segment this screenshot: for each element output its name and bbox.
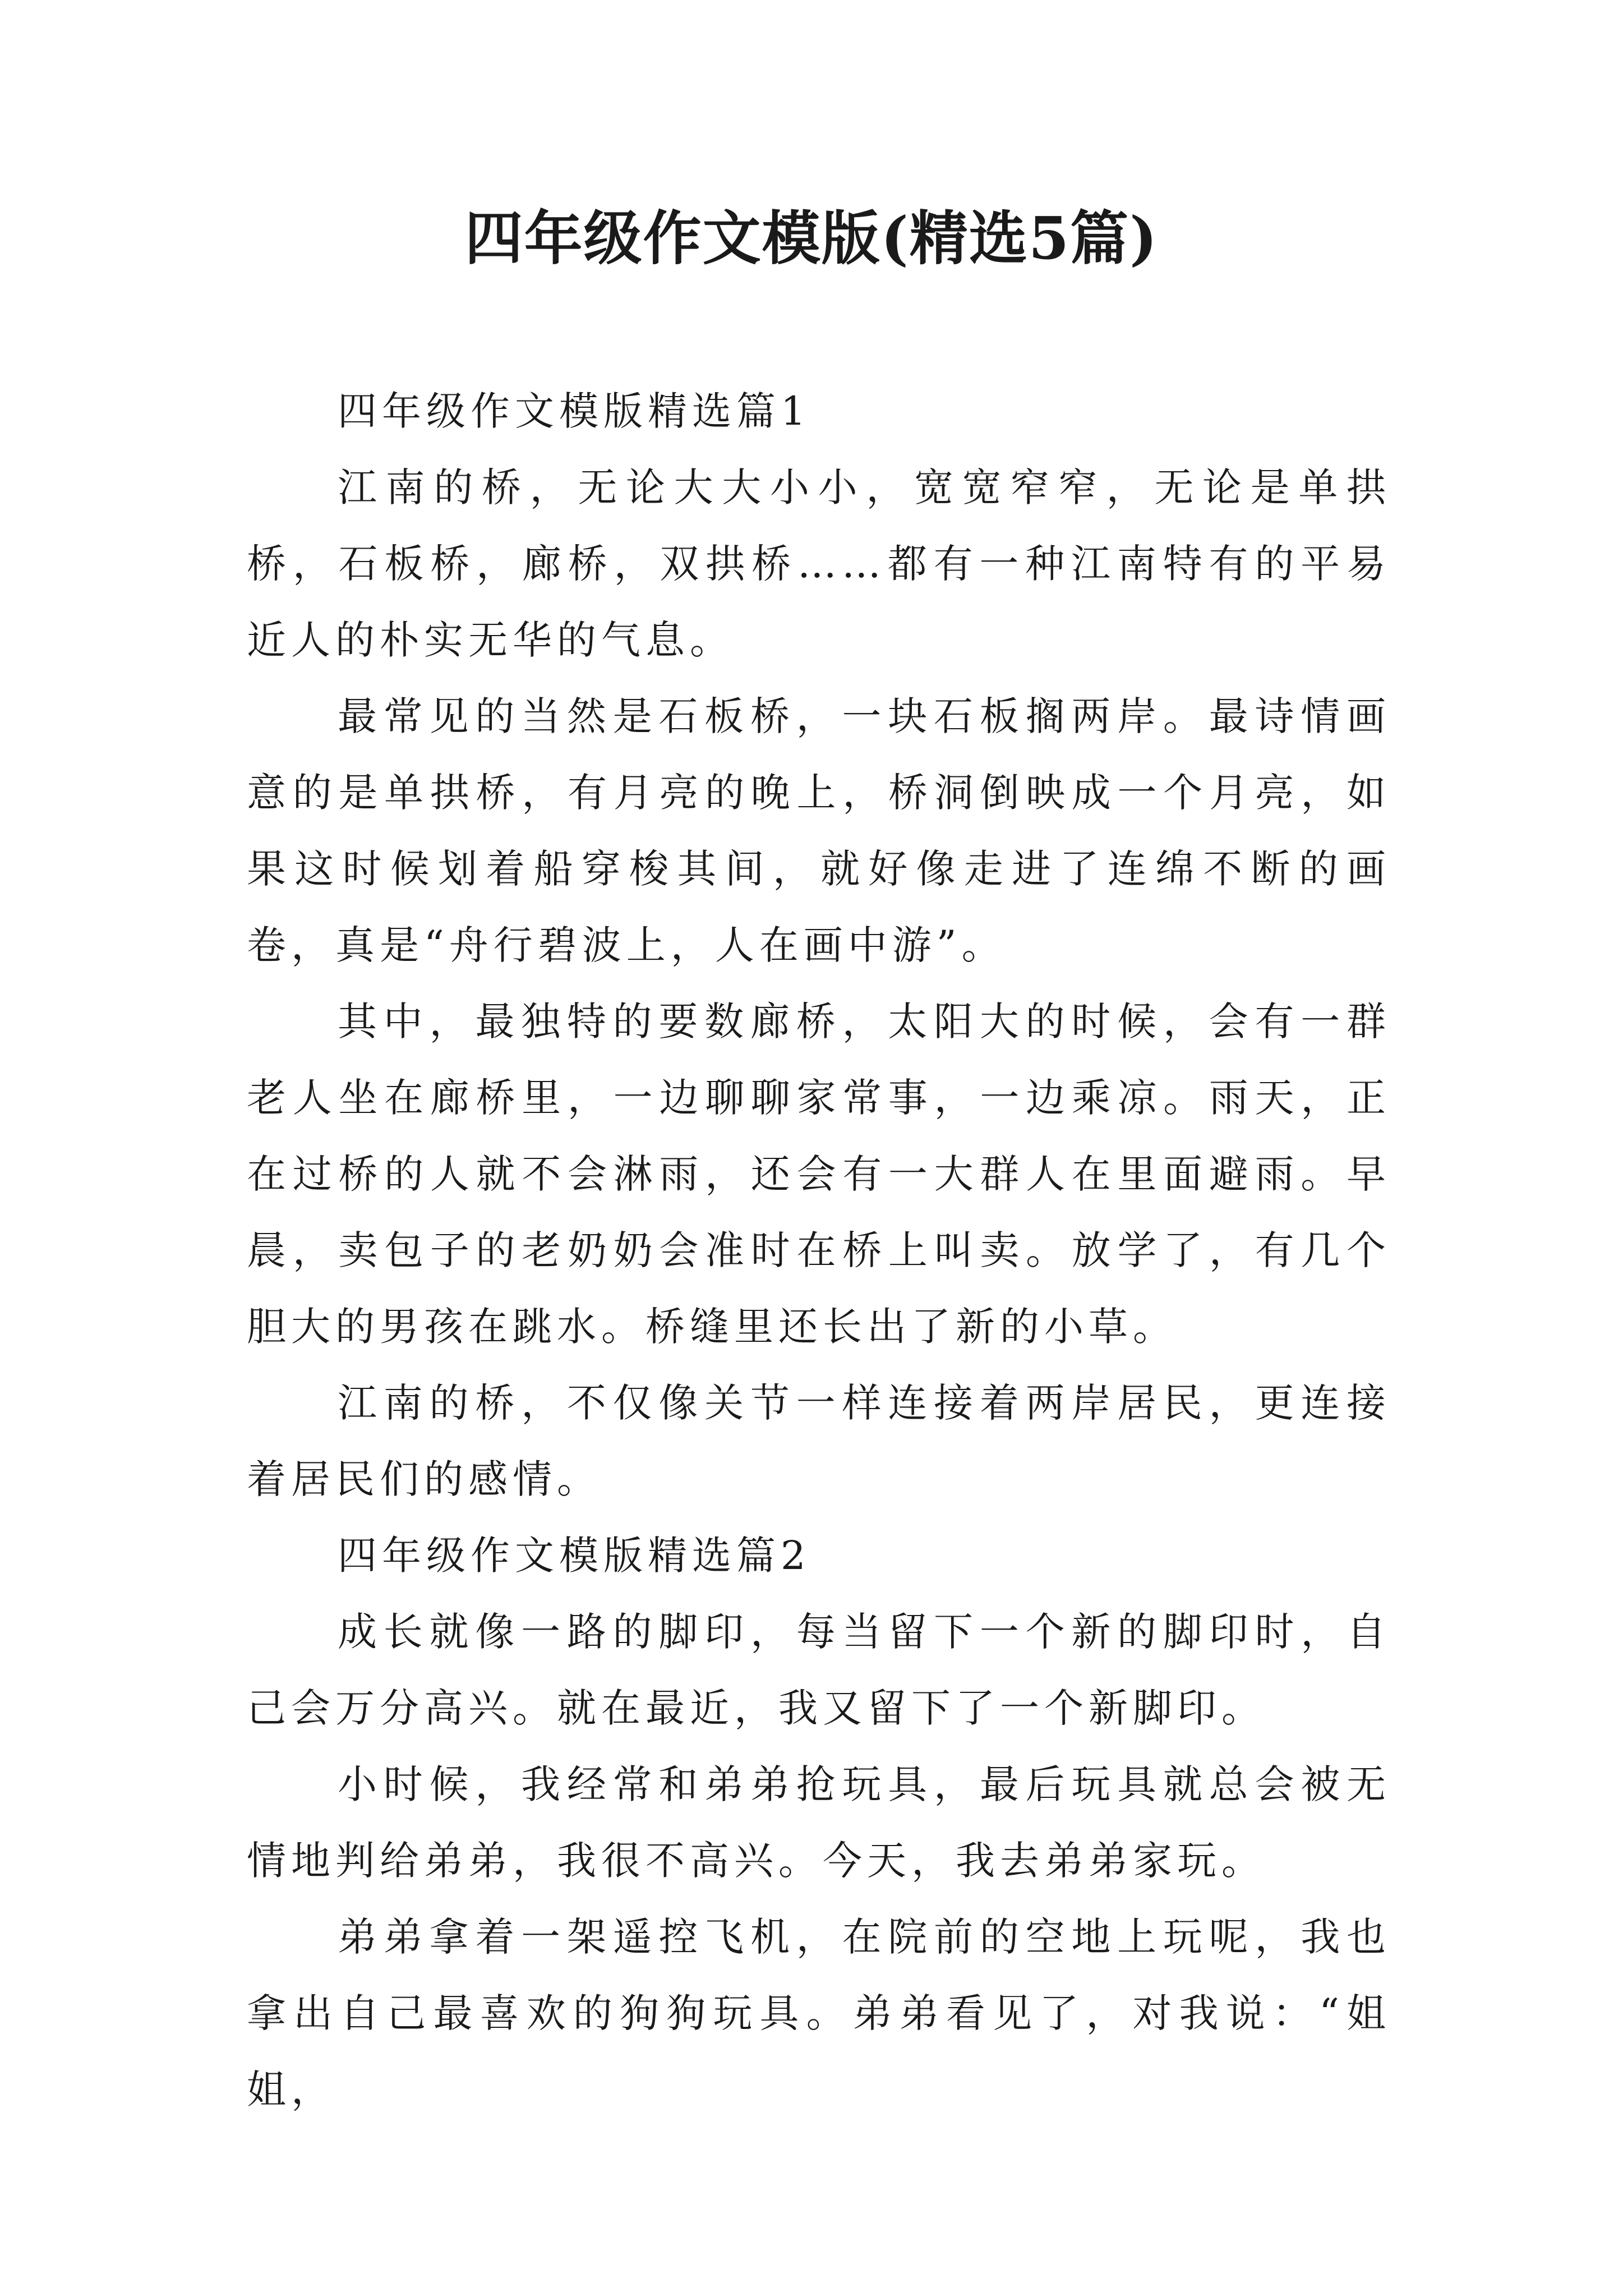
- paragraph: 其中，最独特的要数廊桥，太阳大的时候，会有一群老人坐在廊桥里，一边聊聊家常事，一边乘凉。雨天，正在过桥的人就不会淋雨，还会有一大群人在里面避雨。早晨，卖包子的老奶奶会准时在桥上叫卖。放学了，有几个胆大的男孩在跳水。桥缝里还长出了新的小草。: [247, 999, 1391, 1350]
- paragraph: 江南的桥，不仅像关节一样连接着两岸居民，更连接着居民们的感情。: [247, 1380, 1391, 1502]
- paragraph: 弟弟拿着一架遥控飞机，在院前的空地上玩呢，我也拿出自己最喜欢的狗狗玩具。弟弟看见了，对我说：“姐姐，: [247, 1914, 1391, 2113]
- paragraph: 最常见的当然是石板桥，一块石板搁两岸。最诗情画意的是单拱桥，有月亮的晚上，桥洞倒映成一个月亮，如果这时候划着船穿梭其间，就好像走进了连绵不断的画卷，真是“舟行碧波上，人在画中游”。: [247, 693, 1391, 968]
- section-heading-1: 四年级作文模版精选篇1: [338, 388, 811, 434]
- paragraph: 江南的桥，无论大大小小，宽宽窄窄，无论是单拱桥，石板桥，廊桥，双拱桥……都有一种江南特有的平易近人的朴实无华的气息。: [247, 464, 1391, 663]
- section-heading-2: 四年级作文模版精选篇2: [338, 1533, 811, 1579]
- paragraph: 小时候，我经常和弟弟抢玩具，最后玩具就总会被无情地判给弟弟，我很不高兴。今天，我去弟弟家玩。: [247, 1761, 1391, 1884]
- document-body: [247, 373, 1391, 2128]
- document-title: 四年级作文模版(精选5篇): [464, 204, 1159, 273]
- paragraph: 成长就像一路的脚印，每当留下一个新的脚印时，自己会万分高兴。就在最近，我又留下了一个新脚印。: [247, 1609, 1391, 1731]
